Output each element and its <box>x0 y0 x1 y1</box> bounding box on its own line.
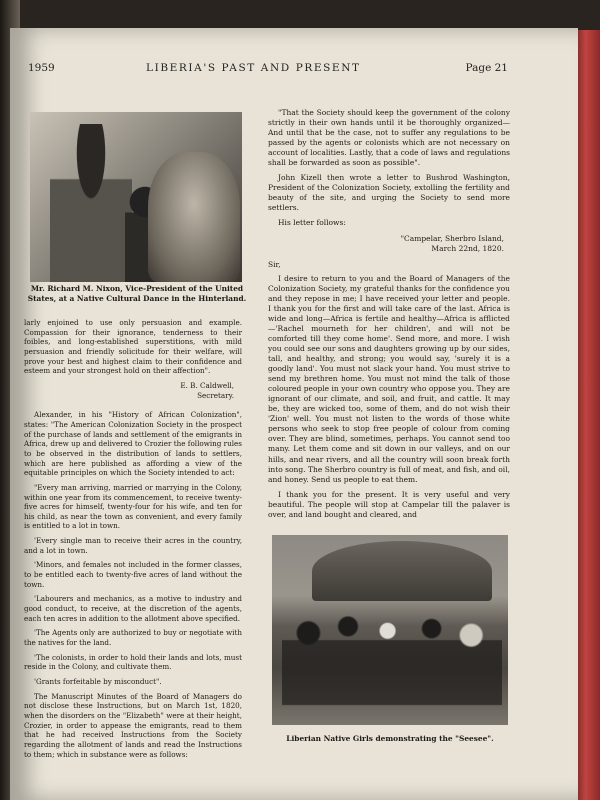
book-binding <box>576 30 600 800</box>
header-title: LIBERIA'S PAST AND PRESENT <box>146 62 361 74</box>
photo-hut-roof <box>312 541 492 601</box>
letter-address: "Campelar, Sherbro Island, <box>400 233 504 243</box>
photo-caption-nixon: Mr. Richard M. Nixon, Vice-President of the United States, at a Native Cultural Dance in the Hinterland. <box>27 284 247 303</box>
photo-seesee-dance <box>272 535 508 725</box>
paragraph: I desire to return to you and the Board of Managers of the Colonization Society, my grateful thanks for the confidence you and they repose in me; I have received your letter and people. I thank you for the first and will take care of the last. Africa is wide and long—Africa is fertile and healthy—Africa is afflicted—'Rachel mourneth for her children', and will not be comforted till they come home'. Send more, and more. I wish you could see our sons and daughters growing up by our sides, tall, and healthy, and strong; you would say, 'surely it is a goodly land'. You must not slack your hand. You must strive to send my brethren home. You must not mind the talk of those coloured people in your own country who oppose you. They are ignorant of our climate, and soil, and fruit, and cattle. It may be, they are wicked too, some of them, and do not wish their 'Zion' well. You must not listen to the words of those white persons who seek to stop free people of colour from coming over. They are blind, sometimes, perhaps. You cannot send too many. Let them come and sit down in our valleys, and on our hills, and near rivers, and all the country will soon break forth into song. The Sherbro country is full of meat, and fish, and oil, and honey. Send us people to eat them. <box>268 273 510 484</box>
page-number: Page 21 <box>465 62 508 74</box>
photo-figure-dancers <box>282 611 502 721</box>
paragraph: 'The colonists, in order to hold their lands and lots, must reside in the Colony, and cultivate them. <box>24 652 242 672</box>
paragraph: The Manuscript Minutes of the Board of Managers do not disclose these Instructions, but on March 1st, 1820, when the disorders on the "Elizabeth" were at their height, Crozier, in order to appease the emigrants, read to them that he had received Instructions from the Society regarding the allotment of lands and read the Instructions to them; which in substance were as follows: <box>24 691 242 759</box>
header-year: 1959 <box>28 62 55 74</box>
paragraph: His letter follows: <box>278 218 346 228</box>
photo-caption-seesee: Liberian Native Girls demonstrating the "Seesee". <box>286 734 494 743</box>
paragraph: Alexander, in his "History of African Colonization", states: "The American Colonization Society in the prospect of the purchase of lands and settlement of the emigrants in Africa, drew up and delivered to Crozier the following rules to be observed in the distribution of lands to settlers, which are here published as affording a view of the equitable principles on which the Society intended to act: <box>24 410 242 478</box>
paragraph: 'Minors, and females not included in the former classes, to be entitled each to twenty-five acres of land without the town. <box>24 560 242 589</box>
right-column <box>268 108 510 525</box>
paragraph: 'Labourers and mechanics, as a motive to industry and good conduct, to receive, at the discretion of the agents, each ten acres in addition to the allotment above specified. <box>24 594 242 623</box>
photo-figure-nixon <box>50 124 132 282</box>
paragraph: "Every man arriving, married or marrying in the Colony, within one year from its commencement, to receive twenty-five acres for himself, twenty-four for his wife, and ten for his child, as near the town as convenient, and every family is entitled to a lot in town. <box>24 482 242 531</box>
letter-date: March 22nd, 1820. <box>431 243 504 253</box>
paragraph: I thank you for the present. It is very useful and very beautiful. The people will stop at Campelar till the palaver is over, and land bought and cleared, and <box>268 489 510 519</box>
signature-name: E. B. Caldwell, <box>180 380 234 390</box>
photo-nixon-dance <box>30 112 242 282</box>
left-column <box>24 318 242 764</box>
paragraph: 'Every single man to receive their acres in the country, and a lot in town. <box>24 536 242 555</box>
signature-title: Secretary. <box>197 390 234 400</box>
photo-figure-mask-dancer <box>148 152 240 282</box>
paragraph: larly enjoined to use only persuasion and example. Compassion for their ignorance, tenderness to their foibles, and long-established superstitions, with mild persuasion and friendly solicitude for their welfare, will prove your best and highest claim to their confidence and esteem and your strongest hold on their affection". <box>24 318 242 376</box>
letter-salutation: Sir, <box>268 259 281 269</box>
book-page <box>10 28 578 800</box>
running-header <box>28 62 508 76</box>
paragraph: 'Grants forfeitable by misconduct". <box>34 677 162 686</box>
paragraph: "That the Society should keep the government of the colony strictly in their own hands until it be thoroughly organized—And until that be the case, not to suffer any regulations to be passed by the agents or colonists which are not necessary on account of localities. Lastly, that a code of laws and regulations shall be forwarded as soon as possible". <box>268 108 510 168</box>
paragraph: 'The Agents only are authorized to buy or negotiate with the natives for the land. <box>24 628 242 648</box>
paragraph: John Kizell then wrote a letter to Bushrod Washington, President of the Colonization Society, extolling the fertility and beauty of the site, and urging the Society to send more settlers. <box>268 173 510 213</box>
